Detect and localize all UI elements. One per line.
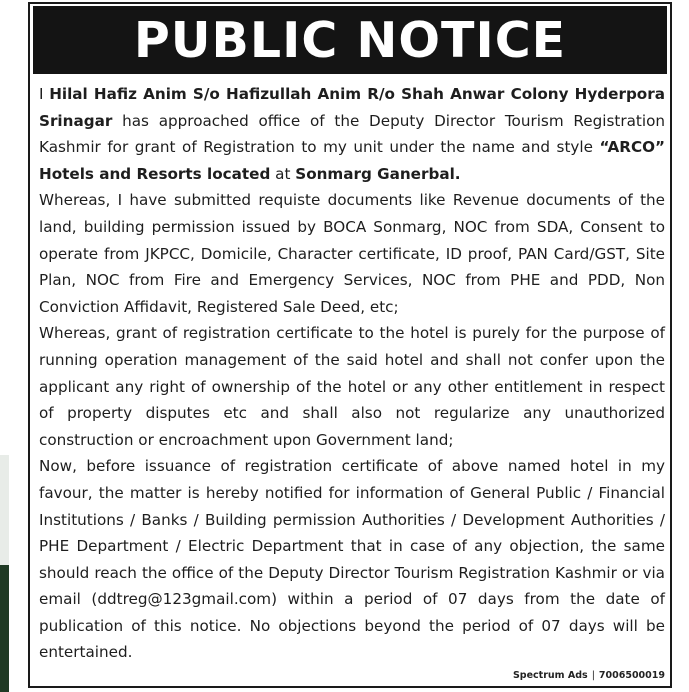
applicant-name: Hilal Hafiz Anim S/o Hafizullah Anim R/o Shah Anwar Colony Hyderpora Srinagar: [39, 85, 665, 130]
page-edge-strip: [0, 455, 9, 692]
p1-text-1: I: [39, 85, 50, 103]
paragraph-objections: Now, before issuance of registration certificate of above named hotel in my favour, the matter is hereby notified for information of General Public / Financial Institutions / Banks / Building permission Authorities / Development Authorities / PHE Department / Electric Department that in case of any objection, the same should reach the office of the Deputy Director Tourism Registration Kashmir or via email (ddtreg@123gmail.com) within a period of 07 days from the date of publication of this notice. No objections beyond the period of 07 days will be entertained.: [39, 457, 665, 662]
ad-agency: Spectrum Ads: [512, 670, 588, 681]
hotel-name: “ARCO” Hotels and Resorts located: [39, 138, 665, 183]
page-edge-dark-band: [0, 565, 9, 692]
paragraph-applicant: [39, 81, 665, 187]
paragraph-conditions: Whereas, grant of registration certificate to the hotel is purely for the purpose of running operation management of the said hotel and shall not confer upon the applicant any right of ownership of the hotel or any other entitlement in respect of property disputes etc and shall also not regularize any unauthorized construction or encroachment upon Government land;: [39, 324, 665, 449]
ad-phone: 7006500019: [598, 670, 665, 681]
headline-bar: [33, 6, 667, 74]
notice-headline: PUBLIC NOTICE: [133, 11, 567, 69]
p1-text-2: has approached office of the Deputy Director Tourism Registration Kashmir for grant of Registration to my unit under the name and style: [39, 111, 665, 157]
ad-separator: |: [591, 670, 595, 681]
paragraph-documents: Whereas, I have submitted requiste documents like Revenue documents of the land, building permission issued by BOCA Sonmarg, NOC from SDA, Consent to operate from JKPCC, Domicile, Character certificate, ID proof, PAN Card/GST, Site Plan, NOC from Fire and Emergency Services, NOC from PHE and PDD, Non Conviction Affidavit, Registered Sale Deed, etc;: [39, 191, 665, 316]
p1-text-3: at: [270, 164, 296, 183]
ad-credit: [513, 670, 665, 681]
hotel-location: Sonmarg Ganerbal.: [295, 164, 461, 183]
notice-body: [39, 81, 665, 666]
